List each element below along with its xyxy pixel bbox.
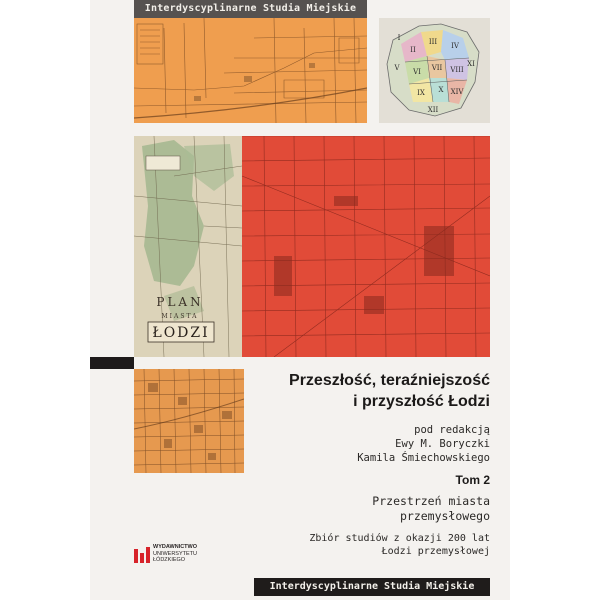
district-label: XII xyxy=(427,106,439,114)
decorative-black-bar xyxy=(90,357,134,369)
map-title-city: ŁODZI xyxy=(152,325,210,341)
series-title-top: Interdyscyplinarne Studia Miejskie xyxy=(134,0,367,18)
district-label: XIV xyxy=(450,88,464,96)
publisher-line: UNIWERSYTETU xyxy=(153,550,197,557)
volume-number: Tom 2 xyxy=(455,473,490,487)
book-cover xyxy=(90,0,510,600)
collection-line: Łodzi przemysłowej xyxy=(381,546,490,557)
district-label: XI xyxy=(467,60,475,68)
district-label: V xyxy=(394,64,400,72)
editor-name: Ewy M. Boryczki xyxy=(395,438,490,450)
map-title-plan: PLAN xyxy=(156,295,204,309)
orange-city-map xyxy=(134,18,367,123)
title-line: i przyszłość Łodzi xyxy=(353,393,490,410)
district-label: III xyxy=(428,38,438,46)
volume-subject xyxy=(270,494,490,524)
publisher-name xyxy=(153,544,197,564)
title-line: Przeszłość, teraźniejszość xyxy=(289,372,490,389)
district-label: IV xyxy=(451,42,459,50)
district-label: IX xyxy=(417,89,425,97)
small-orange-map xyxy=(134,369,244,473)
publisher-line: ŁÓDZKIEGO xyxy=(153,557,186,563)
collection-note xyxy=(270,532,490,558)
district-label: X xyxy=(438,86,444,94)
district-map-drawing xyxy=(379,18,490,123)
collection-line: Zbiór studiów z okazji 200 lat xyxy=(309,533,490,544)
main-map-drawing xyxy=(134,136,490,357)
district-label: I xyxy=(397,34,401,42)
series-title-bottom: Interdyscyplinarne Studia Miejskie xyxy=(254,578,490,596)
publisher-line: WYDAWNICTWO xyxy=(153,544,197,550)
publisher-logo xyxy=(133,543,243,573)
orange-map-drawing xyxy=(134,18,367,123)
plan-of-lodz-map xyxy=(134,136,490,357)
district-label: VIII xyxy=(450,66,464,74)
small-map-drawing xyxy=(134,369,244,473)
district-label: II xyxy=(410,46,416,54)
subject-line: przemysłowego xyxy=(399,509,490,523)
editors-block xyxy=(260,423,490,465)
subject-line: Przestrzeń miasta xyxy=(372,494,490,508)
book-title xyxy=(260,370,490,412)
map-title-miasta: MIASTA xyxy=(161,313,199,320)
editor-name: Kamila Śmiechowskiego xyxy=(357,452,490,464)
district-label: VII xyxy=(431,64,443,72)
editors-intro: pod redakcją xyxy=(414,424,490,436)
publisher-mark-icon xyxy=(133,545,151,565)
district-label: VI xyxy=(413,68,421,76)
district-map xyxy=(379,18,490,123)
